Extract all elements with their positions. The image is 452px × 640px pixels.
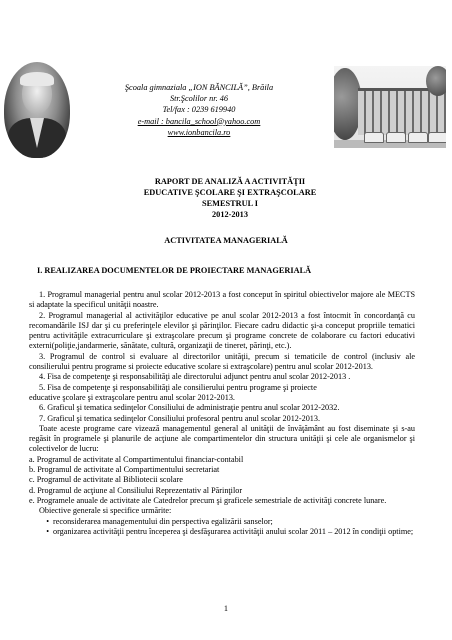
school-website-link[interactable]: www.ionbancila.ro [167, 127, 231, 137]
paragraph-7: 7. Graficul şi tematica sedinţelor Consiliului profesoral pentru anul scolar 2012-2013. [39, 413, 321, 423]
paragraph-4: 4. Fisa de competenţe şi responsabilităţi ale directorului adjunct pentru anul scolar 2012-2013 . [39, 372, 351, 382]
list-item-b: b. Programul de activitate al Compartimentului secretariat [29, 465, 220, 475]
paragraph-5a: 5. Fisa de competenţe şi responsabilităţi ale consilierului pentru programe şi proiecte [39, 382, 317, 392]
objectives-list [29, 517, 415, 538]
school-header [72, 82, 326, 138]
paragraph-1: 1. Programul managerial pentru anul scolar 2012-2013 a fost conceput în spiritul obiectivelor majore ale MECTS si adaptate la specificul unităţii noastre. [29, 290, 415, 310]
paragraph-3: 3. Programul de control si evaluare al directorilor unităţii, precum si tematicile de control (inclusiv ale consilierului pentru programe si proiecte educative scolare si extraşcolare) pentru anul scolar 2012-2013. [29, 351, 415, 372]
list-item-c: c. Programul de activitate al Bibliotecii scolare [29, 475, 183, 485]
paragraph-5b: educative şcolare şi extraşcolare pentru anul scolar 2012-2013. [29, 392, 235, 402]
school-street: Str.Şcolilor nr. 46 [169, 94, 229, 104]
objectives-intro: Obiective generale si specifice urmărite: [39, 506, 172, 516]
objective-bullet-1: • reconsiderarea managementului din perspectiva egalizării sanselor; [51, 517, 415, 527]
report-title [70, 176, 390, 220]
objective-bullet-2: • organizarea activităţii pentru începerea şi desfăşurarea activităţii anului scolar 2011 – 2012 în condiţii optime; [51, 527, 415, 537]
paragraph-8: Toate aceste programe care vizează managementul general al unităţii de învăţământ au fost diseminate şi s-au regăsit în programele şi planurile de acţiune ale compartimentelor din structura unităţii şi cele ale organismelor şi colectivelor de lucru: [29, 423, 415, 454]
founder-portrait-photo [4, 62, 70, 158]
school-email-link[interactable]: e-mail : bancila_school@yahoo.com [137, 116, 261, 126]
subsection-title: I. REALIZAREA DOCUMENTELOR DE PROIECTARE MANAGERIALĂ [37, 266, 312, 275]
school-telfax: Tel/fax : 0239 619940 [162, 105, 236, 115]
paragraph-6: 6. Graficul şi tematica sedinţelor Consiliului de administraţie pentru anul scolar 2012-2032. [39, 403, 340, 413]
report-title-line1: RAPORT DE ANALIZĂ A ACTIVITĂŢII [154, 177, 306, 186]
school-building-photo [334, 66, 446, 148]
report-title-line2: EDUCATIVE ŞCOLARE ŞI EXTRAŞCOLARE [143, 188, 317, 197]
report-title-line3: SEMESTRUL I [201, 199, 259, 208]
report-title-line4: 2012-2013 [212, 210, 248, 219]
section-title: ACTIVITATEA MANAGERIALĂ [164, 236, 288, 245]
paragraph-2: 2. Programul managerial al activităţilor educative pe anul scolar 2012-2013 a fost întocmit în concordanţă cu recomandările ISJ dar şi cu preferinţele elevilor şi părinţilor. Fiecare cadru didactic şi-a conceput propriile tematici pentru activităţile extracurriculare şi extraşcolare precum şi programe concrete de colaborare cu factori educativi externi(poliţie,jandarmerie, sănătate, cultură, organizaţii de tineret, părinţi, etc.). [29, 310, 415, 351]
page-number: 1 [223, 604, 229, 613]
list-item-a: a. Programul de activitate al Compartimentului financiar-contabil [29, 454, 244, 464]
list-item-d: d. Programul de acţiune al Consiliului Reprezentativ al Părinţilor [29, 485, 243, 495]
school-name: Şcoala gimnaziala „ION BĂNCILĂ”, Brăila [124, 83, 274, 92]
school-email[interactable] [72, 116, 326, 127]
report-body [29, 290, 415, 537]
list-item-e: e. Programele anuale de activitate ale Catedrelor precum şi graficele semestriale de activităţi concrete lunare. [29, 495, 387, 505]
